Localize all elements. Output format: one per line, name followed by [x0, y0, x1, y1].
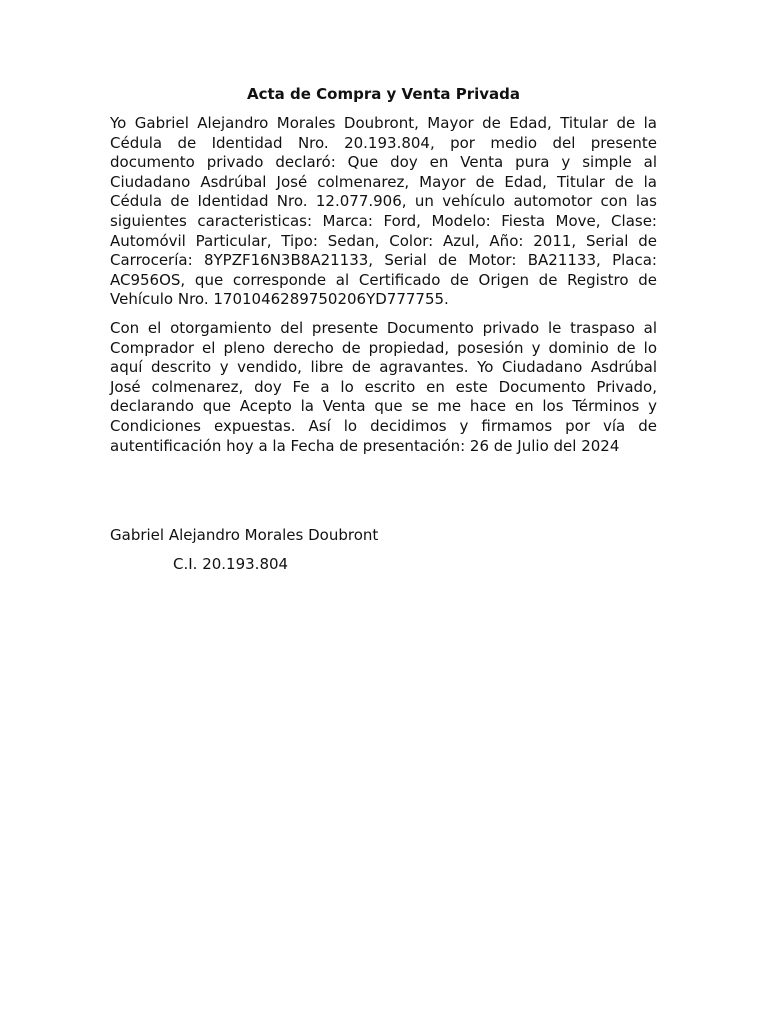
document-title: Acta de Compra y Venta Privada	[246, 85, 521, 103]
sale-declaration-paragraph: Yo Gabriel Alejandro Morales Doubront, Mayor de Edad, Titular de la Cédula de Identidad Nro. 20.193.804, por medio del presente documento privado declaró: Que doy en Venta pura y simple al Ciudadano Asdrúbal José colmenarez, Mayor de Edad, Titular de la Cédula de Identidad Nro. 12.077.906, un vehículo automotor con las siguientes caracteristicas: Marca: Ford, Modelo: Fiesta Move, Clase: Automóvil Particular, Tipo: Sedan, Color: Azul, Año: 2011, Serial de Carrocería: 8YPZF16N3B8A21133, Serial de Motor: BA21133, Placa: AC956OS, que corresponde al Certificado de Origen de Registro de Vehículo Nro. 1701046289750206YD777755.	[110, 114, 657, 309]
signer-id-number: C.I. 20.193.804	[173, 555, 289, 573]
signer-name: Gabriel Alejandro Morales Doubront	[110, 526, 379, 544]
transfer-acceptance-paragraph: Con el otorgamiento del presente Documento privado le traspaso al Comprador el pleno derecho de propiedad, posesión y dominio de lo aquí descrito y vendido, libre de agravantes. Yo Ciudadano Asdrúbal José colmenarez, doy Fe a lo escrito en este Documento Privado, declarando que Acepto la Venta que se me hace en los Términos y Condiciones expuestas. Así lo decidimos y firmamos por vía de autentificación hoy a la Fecha de presentación: 26 de Julio del 2024	[110, 319, 657, 455]
